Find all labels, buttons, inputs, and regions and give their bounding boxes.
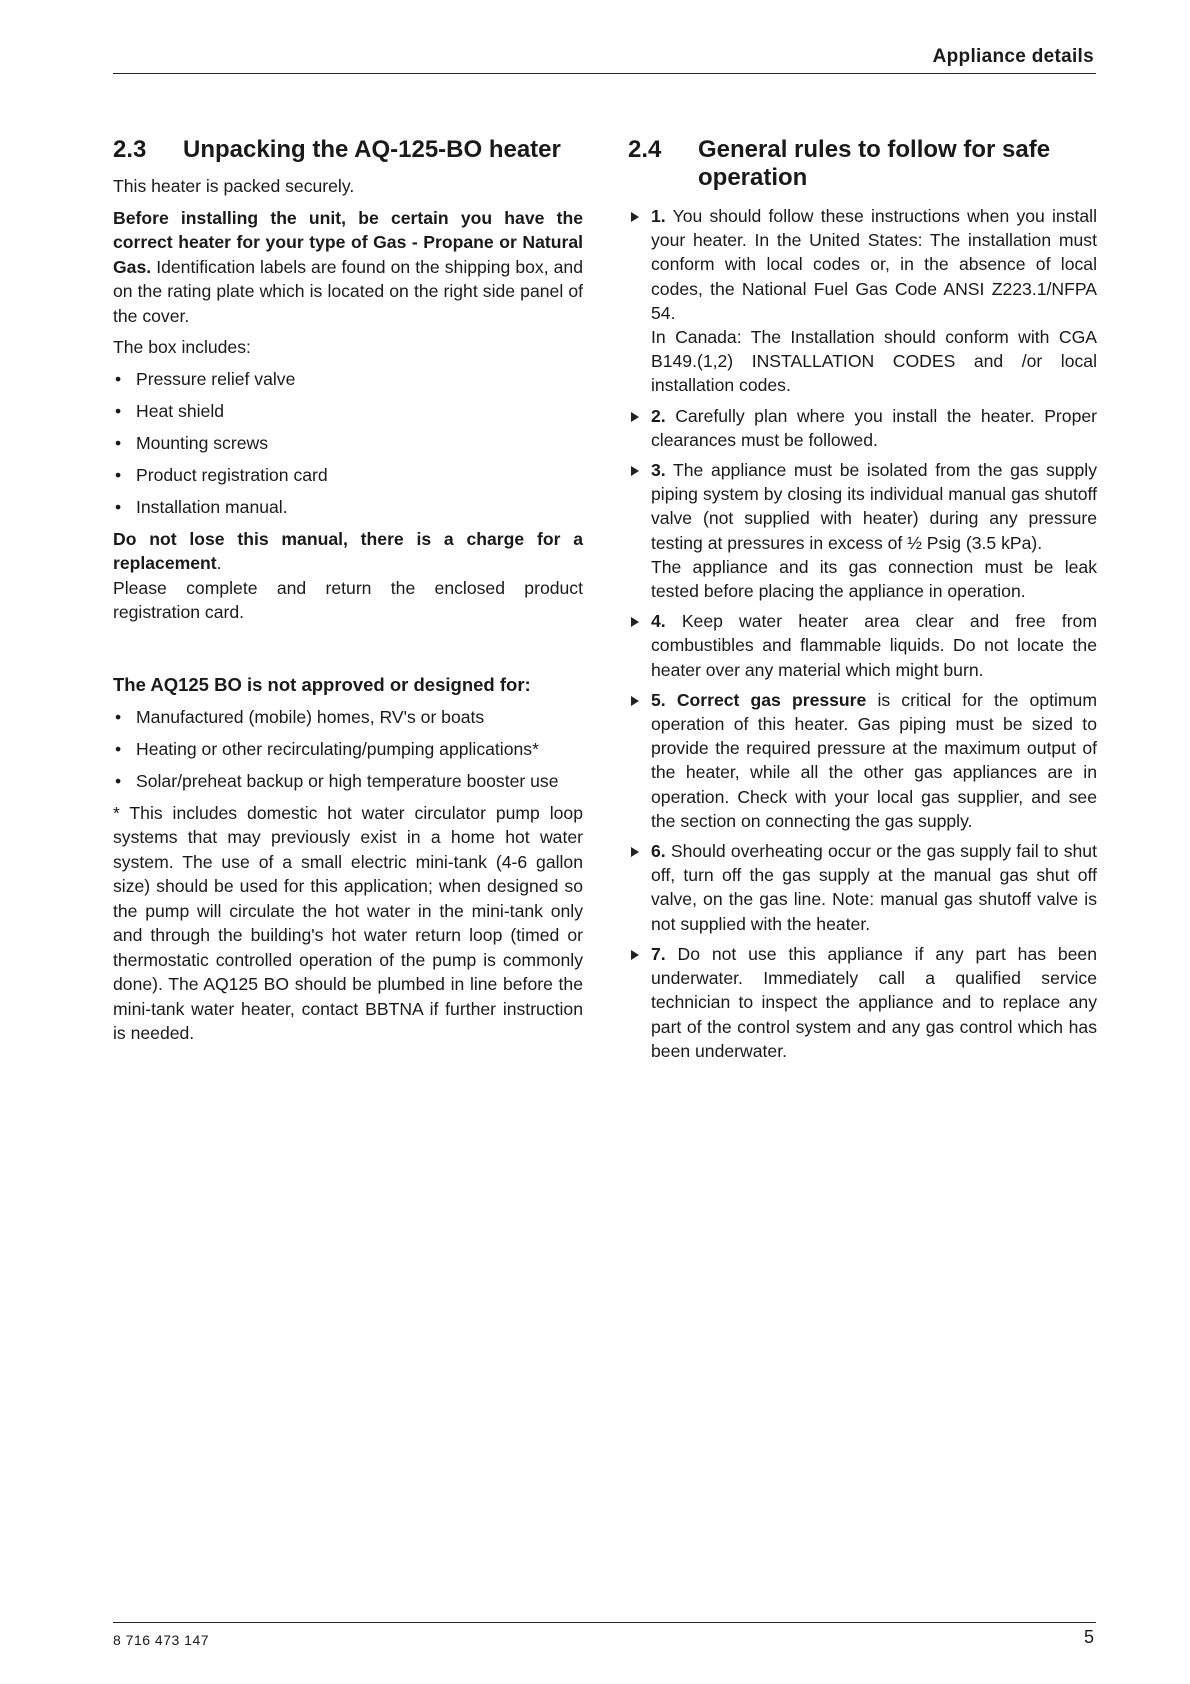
manual-warning-bold: Do not lose this manual, there is a charge for a replacement <box>113 528 583 573</box>
header-rule <box>113 73 1096 74</box>
gas-type-warning <box>113 206 583 329</box>
arrow-bullet-icon <box>631 212 639 222</box>
rule-item: 4. Keep water heater area clear and free from combustibles and flammable liquids. Do not locate the heater over any material which might burn. <box>628 609 1097 682</box>
rule-item: 1. You should follow these instructions when you install your heater. In the United States: The installation must conform with local codes or, in the absence of local codes, the National Fuel Gas Code ANSI Z223.1/NFPA 54. In Canada: The Installation should conform with CGA B149.(1,2) INSTALLATION CODES and /or local installation codes. <box>628 204 1097 398</box>
section-heading <box>113 136 583 164</box>
footnote: * This includes domestic hot water circulator pump loop systems that may previously exist in a home hot water system. The use of a small electric mini-tank (4-6 gallon size) should be used for this application; when designed so the pump will circulate the hot water in the mini-tank only and through the building's hot water return loop (timed or thermostatic controlled operation of the pump is commonly done). The AQ125 BO should be plumbed in line before the mini-tank water heater, contact BBTNA if further instruction is needed. <box>113 802 583 1043</box>
footer-rule <box>113 1622 1096 1623</box>
safety-rules-list <box>628 204 1097 1063</box>
page-header-title: Appliance details <box>932 46 1094 67</box>
rule-item: 7. Do not use this appliance if any part has been underwater. Immediately call a qualified service technician to inspect the appliance and to replace any part of the control system and any gas control which has been underwater. <box>628 942 1097 1063</box>
not-approved-list <box>113 705 583 794</box>
arrow-bullet-icon <box>631 696 639 706</box>
section-title: Unpacking the AQ-125-BO heater <box>183 136 561 163</box>
section-heading <box>628 136 1097 192</box>
registration-text: Please complete and return the enclosed product registration card. <box>113 577 583 622</box>
list-item: • Heat shield <box>115 400 225 421</box>
list-item: • Product registration card <box>115 464 328 485</box>
arrow-bullet-icon <box>631 466 639 476</box>
section-number: 2.4 <box>628 136 662 163</box>
list-item: • Solar/preheat backup or high temperature booster use <box>115 770 559 791</box>
intro-text: This heater is packed securely. <box>113 176 355 196</box>
arrow-bullet-icon <box>631 617 639 627</box>
arrow-bullet-icon <box>631 847 639 857</box>
section-2-3 <box>113 136 583 1053</box>
gas-type-warning-bold: Before installing the unit, be certain you have the correct heater for your type of Gas - Propane or Natural Gas. <box>113 207 583 277</box>
list-item: • Mounting screws <box>115 432 269 453</box>
box-includes-label: The box includes: <box>113 337 251 357</box>
section-title: General rules to follow for safe operation <box>698 136 1051 191</box>
manual-warning: Do not lose this manual, there is a charge for a replacement. <box>113 528 583 573</box>
arrow-bullet-icon <box>631 950 639 960</box>
list-item: • Manufactured (mobile) homes, RV's or boats <box>115 706 485 727</box>
arrow-bullet-icon <box>631 412 639 422</box>
list-item: • Installation manual. <box>115 496 288 517</box>
rule-item: 2. Carefully plan where you install the heater. Proper clearances must be followed. <box>628 404 1097 452</box>
box-contents-list <box>113 367 583 520</box>
document-number: 8 716 473 147 <box>113 1632 210 1648</box>
rule-item: 5. Correct gas pressure is critical for the optimum operation of this heater. Gas piping must be sized to provide the required pressure at the maximum output of the heater, while all the other gas appliances are in operation. Check with your local gas supplier, and see the section on connecting the gas supply. <box>628 688 1097 833</box>
list-item: • Pressure relief valve <box>115 368 296 389</box>
section-number: 2.3 <box>113 136 147 163</box>
section-2-4 <box>628 136 1097 1069</box>
gas-type-warning-text: Identification labels are found on the shipping box, and on the rating plate which is located on the right side panel of the cover. <box>113 256 583 326</box>
page-number: 5 <box>1083 1627 1094 1647</box>
rule-item: 6. Should overheating occur or the gas supply fail to shut off, turn off the gas supply at the manual gas shut off valve, on the gas line. Note: manual gas shutoff valve is not supplied with the heater. <box>628 839 1097 936</box>
not-approved-heading: The AQ125 BO is not approved or designed for: <box>113 673 531 695</box>
list-item: • Heating or other recirculating/pumping applications* <box>115 738 539 759</box>
rule-item: 3. The appliance must be isolated from the gas supply piping system by closing its individual manual gas shutoff valve (not supplied with heater) during any pressure testing at pressures in excess of ½ Psig (3.5 kPa). The appliance and its gas connection must be leak tested before placing the appliance in operation. <box>628 458 1097 603</box>
